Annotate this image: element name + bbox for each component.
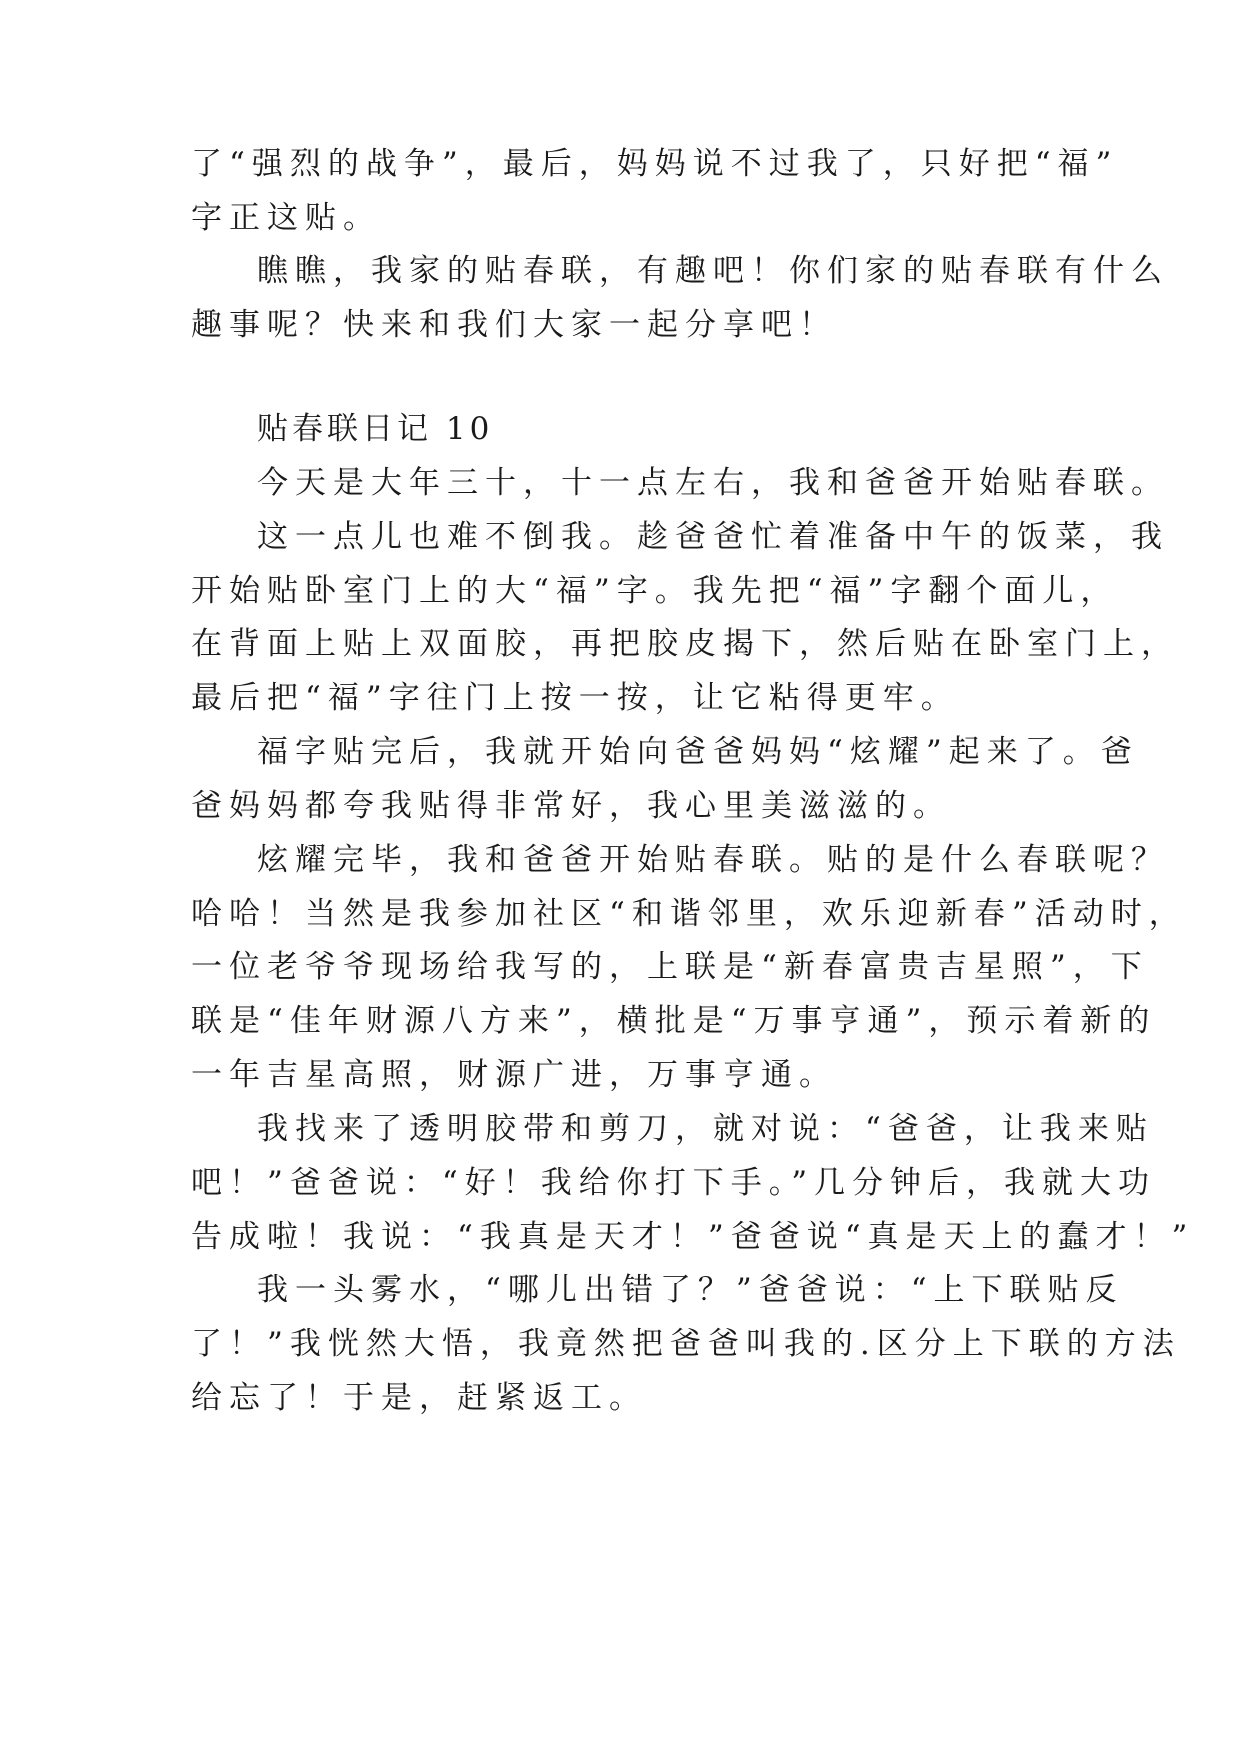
- text-line: 告成啦！我说：“我真是天才！”爸爸说“真是天上的蠢才！”: [191, 1219, 1195, 1255]
- text-line: 瞧瞧，我家的贴春联，有趣吧！你们家的贴春联有什么: [257, 253, 1169, 289]
- text-line: 一年吉星高照，财源广进，万事亨通。: [191, 1057, 837, 1093]
- text-line: 我一头雾水，“哪儿出错了？”爸爸说：“上下联贴反: [257, 1272, 1124, 1308]
- entry-title: 贴春联日记 10: [257, 411, 494, 447]
- text-line: 在背面上贴上双面胶，再把胶皮揭下，然后贴在卧室门上，: [191, 626, 1179, 662]
- text-line: 炫耀完毕，我和爸爸开始贴春联。贴的是什么春联呢？: [257, 842, 1169, 878]
- text-line: 福字贴完后，我就开始向爸爸妈妈“炫耀”起来了。爸: [257, 734, 1139, 770]
- text-line: 今天是大年三十，十一点左右，我和爸爸开始贴春联。: [257, 465, 1169, 501]
- text-line: 一位老爷爷现场给我写的，上联是“新春富贵吉星照”，下: [191, 949, 1149, 985]
- text-line: 这一点儿也难不倒我。趁爸爸忙着准备中午的饭菜，我: [257, 519, 1169, 555]
- text-line: 最后把“福”字往门上按一按，让它粘得更牢。: [191, 680, 959, 716]
- text-line: 了！”我恍然大悟，我竟然把爸爸叫我的.区分上下联的方法: [191, 1326, 1181, 1362]
- text-line: 哈哈！当然是我参加社区“和谐邻里，欢乐迎新春”活动时，: [191, 896, 1187, 932]
- text-line: 给忘了！于是，赶紧返工。: [191, 1380, 647, 1416]
- text-line: 了“强烈的战争”，最后，妈妈说不过我了，只好把“福”: [191, 146, 1119, 182]
- text-line: 我找来了透明胶带和剪刀，就对说：“爸爸，让我来贴: [257, 1111, 1154, 1147]
- text-line: 吧！”爸爸说：“好！我给你打下手。”几分钟后，我就大功: [191, 1165, 1157, 1201]
- text-line: 爸妈妈都夸我贴得非常好，我心里美滋滋的。: [191, 788, 951, 824]
- text-line: 开始贴卧室门上的大“福”字。我先把“福”字翻个面儿，: [191, 573, 1119, 609]
- text-line: 联是“佳年财源八方来”，横批是“万事亨通”，预示着新的: [191, 1003, 1157, 1039]
- text-line: 趣事呢？快来和我们大家一起分享吧！: [191, 307, 837, 343]
- text-line: 字正这贴。: [191, 200, 381, 236]
